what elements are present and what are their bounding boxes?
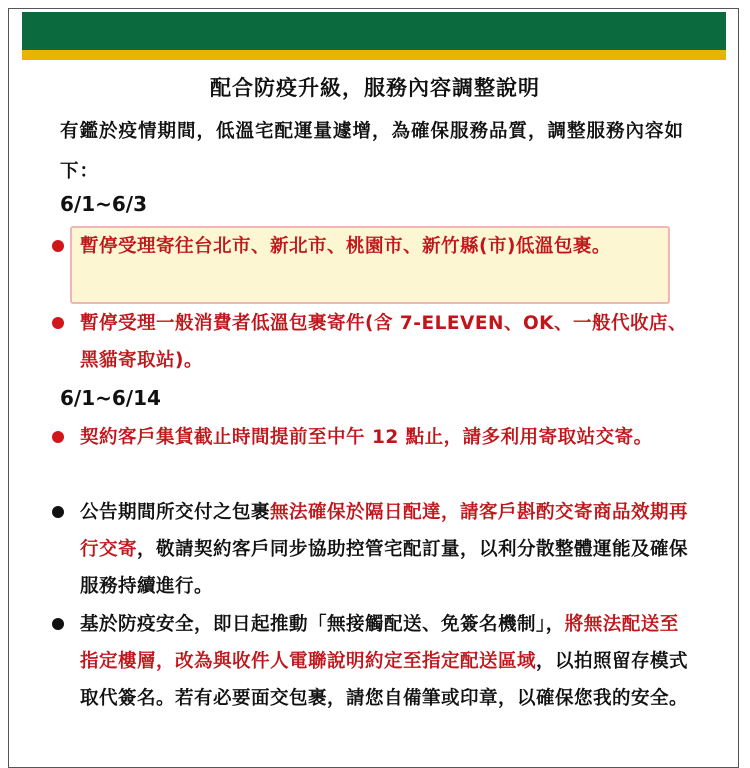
intro-text: 有鑑於疫情期間，低溫宅配運量遽增，為確保服務品質，調整服務內容如下： [60, 121, 685, 182]
item-text: 基於防疫安全，即日起推動「無接觸配送、免簽名機制」， [80, 614, 565, 635]
item-text: ，以拍照留存模式取代簽名。若有必要面交包裹，請您自備筆或印章，以確保您我的安全。 [80, 651, 689, 709]
notice-item [80, 606, 695, 717]
item-text: 公告期間所交付之包裹 [80, 502, 271, 523]
notice-item [80, 494, 695, 605]
item-text-emphasis: 將無法配送至指定樓層，改為與收件人電聯說明約定至指定配送區域 [80, 614, 679, 672]
bullet-icon [52, 618, 64, 630]
page-title: 配合防疫升級，服務內容調整說明 [210, 76, 540, 100]
bullet-icon [52, 317, 64, 329]
bullet-icon [52, 431, 64, 443]
header-gold-band [22, 50, 726, 60]
section-heading-1: 6/1~6/3 [60, 192, 148, 216]
header-green-band [22, 12, 726, 50]
item-text: ，敬請契約客戶同步協助控管宅配訂量，以利分散整體運能及確保服務持續進行。 [80, 539, 689, 597]
notice-item: 暫停受理一般消費者低溫包裹寄件(含 7-ELEVEN、OK、一般代收店、黑貓寄取站)。 [80, 313, 688, 371]
section-heading-2: 6/1~6/14 [60, 386, 161, 410]
notice-item: 暫停受理寄往台北市、新北市、桃園市、新竹縣(市)低溫包裹。 [80, 236, 611, 257]
notice-item: 契約客戶集貨截止時間提前至中午 12 點止，請多利用寄取站交寄。 [80, 427, 653, 448]
bullet-icon [52, 506, 64, 518]
bullet-icon [52, 240, 64, 252]
item-text-emphasis: 無法確保於隔日配達，請客戶斟酌交寄商品效期再行交寄 [80, 502, 689, 560]
